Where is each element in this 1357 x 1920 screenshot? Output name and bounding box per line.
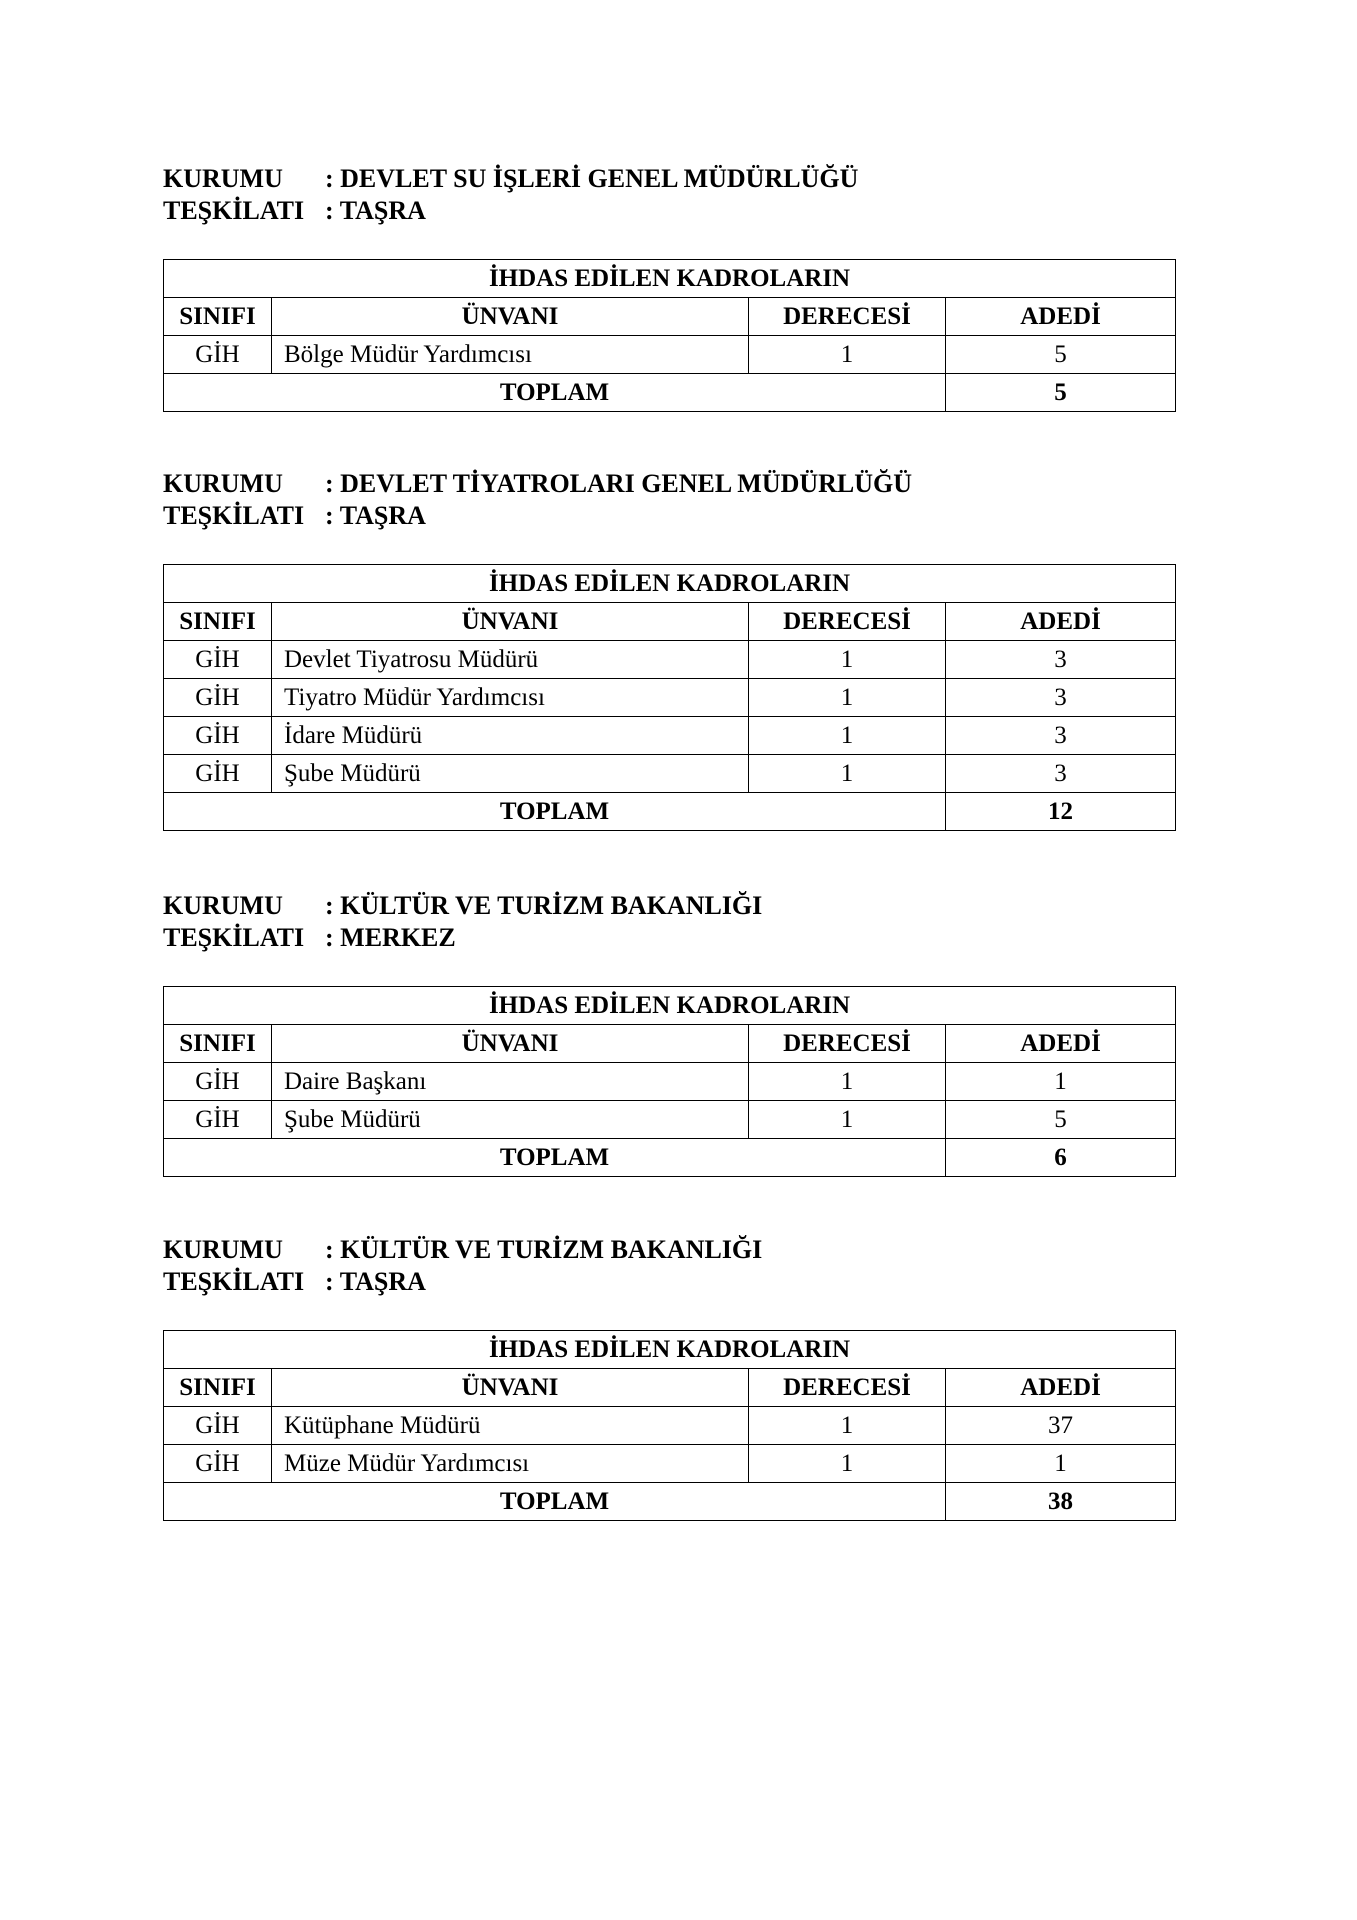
total-row — [164, 793, 1176, 831]
col-unvani: ÜNVANI — [272, 1369, 749, 1407]
kurumu-label: KURUMU — [163, 1235, 283, 1264]
cell-unvani: İdare Müdürü — [272, 717, 749, 755]
cell-sinifi: GİH — [164, 336, 272, 374]
kurumu-value: : DEVLET SU İŞLERİ GENEL MÜDÜRLÜĞÜ — [325, 164, 859, 193]
cell-unvani: Şube Müdürü — [272, 1101, 749, 1139]
cell-adedi: 37 — [946, 1407, 1176, 1445]
teskilati-label: TEŞKİLATI — [163, 1267, 305, 1296]
col-unvani: ÜNVANI — [272, 298, 749, 336]
cell-adedi: 5 — [946, 1101, 1176, 1139]
toplam-value: 5 — [946, 374, 1176, 412]
table-header-row — [164, 1369, 1176, 1407]
cell-sinifi: GİH — [164, 641, 272, 679]
cell-derecesi: 1 — [749, 679, 946, 717]
table-header-row — [164, 1025, 1176, 1063]
cell-derecesi: 1 — [749, 336, 946, 374]
cell-adedi: 1 — [946, 1445, 1176, 1483]
kurumu-label: KURUMU — [163, 469, 283, 498]
table-row — [164, 717, 1176, 755]
kurumu-line — [163, 1234, 1175, 1266]
cell-unvani: Şube Müdürü — [272, 755, 749, 793]
section-1 — [163, 163, 1175, 406]
cell-adedi: 5 — [946, 336, 1176, 374]
cell-adedi: 3 — [946, 679, 1176, 717]
table-row — [164, 336, 1176, 374]
section-2 — [163, 468, 1175, 825]
col-derecesi: DERECESİ — [749, 603, 946, 641]
cell-sinifi: GİH — [164, 755, 272, 793]
teskilati-value: : MERKEZ — [325, 923, 456, 952]
cell-unvani: Devlet Tiyatrosu Müdürü — [272, 641, 749, 679]
col-adedi: ADEDİ — [946, 603, 1176, 641]
total-row — [164, 1483, 1176, 1521]
total-row — [164, 374, 1176, 412]
table-title: İHDAS EDİLEN KADROLARIN — [164, 987, 1176, 1025]
col-unvani: ÜNVANI — [272, 1025, 749, 1063]
cell-adedi: 3 — [946, 755, 1176, 793]
col-sinifi: SINIFI — [164, 1025, 272, 1063]
kadro-table — [163, 1330, 1176, 1521]
kurumu-label: KURUMU — [163, 164, 283, 193]
cell-derecesi: 1 — [749, 1445, 946, 1483]
kurumu-line — [163, 890, 1175, 922]
cell-unvani: Daire Başkanı — [272, 1063, 749, 1101]
cell-derecesi: 1 — [749, 717, 946, 755]
toplam-label: TOPLAM — [164, 1483, 946, 1521]
kurumu-line — [163, 163, 1175, 195]
table-row — [164, 1445, 1176, 1483]
section-3 — [163, 890, 1175, 1171]
cell-adedi: 3 — [946, 641, 1176, 679]
table-title: İHDAS EDİLEN KADROLARIN — [164, 1331, 1176, 1369]
section-4 — [163, 1234, 1175, 1515]
col-unvani: ÜNVANI — [272, 603, 749, 641]
toplam-label: TOPLAM — [164, 374, 946, 412]
col-adedi: ADEDİ — [946, 1369, 1176, 1407]
col-sinifi: SINIFI — [164, 298, 272, 336]
col-adedi: ADEDİ — [946, 298, 1176, 336]
toplam-label: TOPLAM — [164, 793, 946, 831]
toplam-label: TOPLAM — [164, 1139, 946, 1177]
cell-derecesi: 1 — [749, 1101, 946, 1139]
teskilati-line — [163, 195, 1175, 227]
cell-sinifi: GİH — [164, 1101, 272, 1139]
col-derecesi: DERECESİ — [749, 1025, 946, 1063]
table-header-row — [164, 603, 1176, 641]
cell-sinifi: GİH — [164, 679, 272, 717]
cell-adedi: 3 — [946, 717, 1176, 755]
cell-unvani: Tiyatro Müdür Yardımcısı — [272, 679, 749, 717]
table-row — [164, 1063, 1176, 1101]
teskilati-line — [163, 1266, 1175, 1298]
cell-derecesi: 1 — [749, 1407, 946, 1445]
col-derecesi: DERECESİ — [749, 1369, 946, 1407]
table-row — [164, 755, 1176, 793]
toplam-value: 38 — [946, 1483, 1176, 1521]
toplam-value: 6 — [946, 1139, 1176, 1177]
cell-derecesi: 1 — [749, 641, 946, 679]
kurumu-value: : KÜLTÜR VE TURİZM BAKANLIĞI — [325, 1235, 763, 1264]
cell-unvani: Müze Müdür Yardımcısı — [272, 1445, 749, 1483]
cell-unvani: Bölge Müdür Yardımcısı — [272, 336, 749, 374]
teskilati-value: : TAŞRA — [325, 501, 426, 530]
kadro-table — [163, 564, 1176, 831]
teskilati-label: TEŞKİLATI — [163, 923, 305, 952]
col-sinifi: SINIFI — [164, 603, 272, 641]
table-row — [164, 1407, 1176, 1445]
table-row — [164, 641, 1176, 679]
total-row — [164, 1139, 1176, 1177]
cell-sinifi: GİH — [164, 1445, 272, 1483]
kurumu-line — [163, 468, 1175, 500]
table-title: İHDAS EDİLEN KADROLARIN — [164, 565, 1176, 603]
kadro-table — [163, 259, 1176, 412]
teskilati-label: TEŞKİLATI — [163, 196, 305, 225]
cell-sinifi: GİH — [164, 1063, 272, 1101]
cell-unvani: Kütüphane Müdürü — [272, 1407, 749, 1445]
kurumu-label: KURUMU — [163, 891, 283, 920]
table-row — [164, 1101, 1176, 1139]
cell-sinifi: GİH — [164, 717, 272, 755]
teskilati-value: : TAŞRA — [325, 196, 426, 225]
teskilati-line — [163, 922, 1175, 954]
col-adedi: ADEDİ — [946, 1025, 1176, 1063]
table-header-row — [164, 298, 1176, 336]
cell-sinifi: GİH — [164, 1407, 272, 1445]
col-sinifi: SINIFI — [164, 1369, 272, 1407]
kurumu-value: : KÜLTÜR VE TURİZM BAKANLIĞI — [325, 891, 763, 920]
kurumu-value: : DEVLET TİYATROLARI GENEL MÜDÜRLÜĞÜ — [325, 469, 913, 498]
table-title: İHDAS EDİLEN KADROLARIN — [164, 260, 1176, 298]
cell-derecesi: 1 — [749, 755, 946, 793]
kadro-table — [163, 986, 1176, 1177]
teskilati-value: : TAŞRA — [325, 1267, 426, 1296]
teskilati-label: TEŞKİLATI — [163, 501, 305, 530]
cell-derecesi: 1 — [749, 1063, 946, 1101]
cell-adedi: 1 — [946, 1063, 1176, 1101]
toplam-value: 12 — [946, 793, 1176, 831]
col-derecesi: DERECESİ — [749, 298, 946, 336]
table-row — [164, 679, 1176, 717]
teskilati-line — [163, 500, 1175, 532]
